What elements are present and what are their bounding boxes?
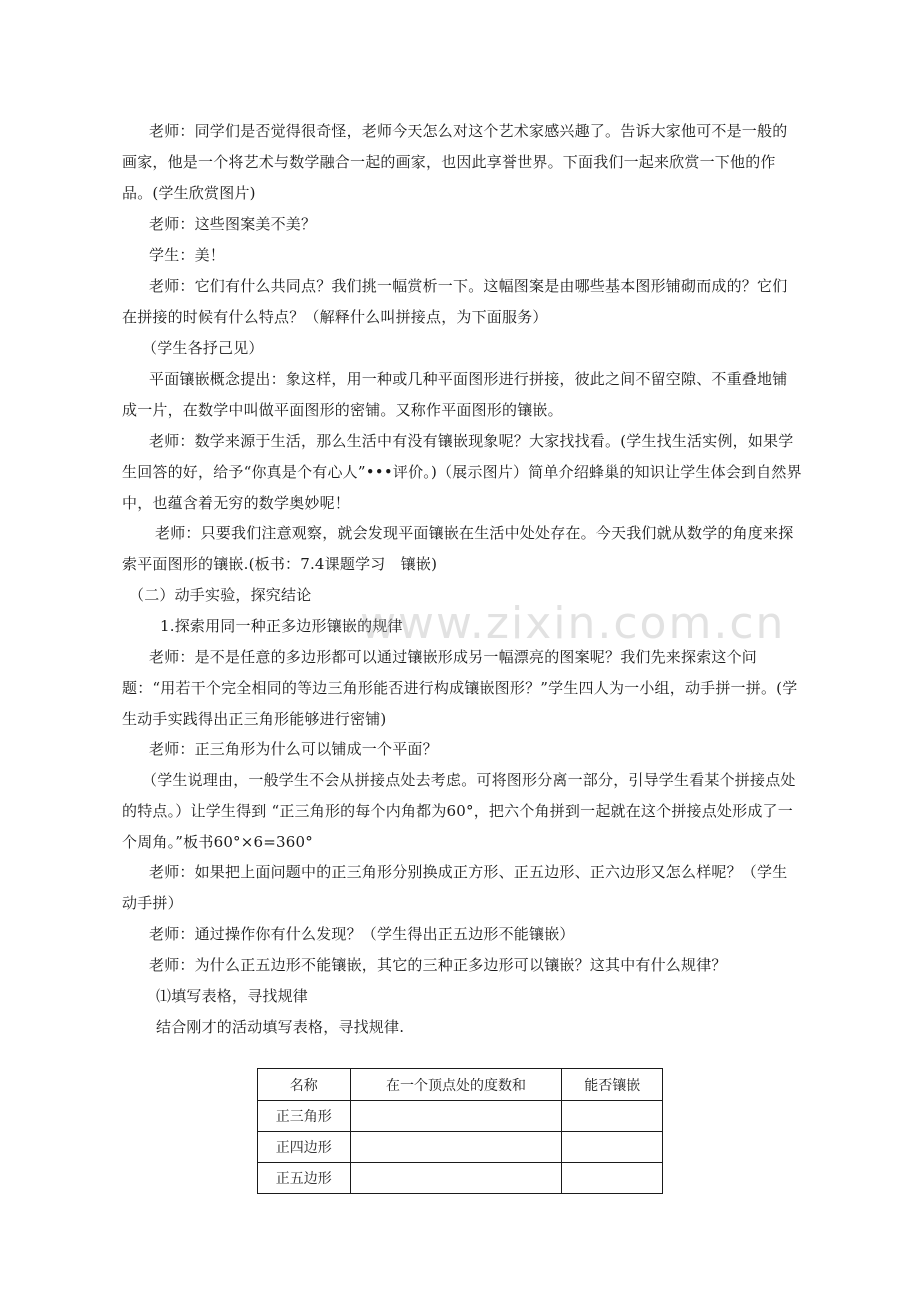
table-cell-can-tessellate [562,1163,663,1194]
table-cell-shape: 正三角形 [258,1101,351,1132]
paragraph-discovery: 老师：通过操作你有什么发现？（学生得出正五边形不能镶嵌） [149,925,575,943]
step-heading-fill-table: ⑴填写表格，寻找规律 [156,987,309,1005]
paragraph-question-beauty: 老师：这些图案美不美？ [149,215,317,233]
paragraph-intro-artist: 老师：同学们是否觉得很奇怪，老师今天怎么对这个艺术家感兴趣了。告诉大家他可不是一般的画家，他是一个将艺术与数学融合一起的画家，也因此享誉世界。下面我们一起来欣赏一下他的作品。(学生欣赏图片) [122,122,788,202]
table-cell-can-tessellate [562,1132,663,1163]
paragraph-student-answer: 学生：美！ [149,246,226,264]
watermark-text: www.zixin.com.cn [360,598,786,649]
table-cell-angle-sum [350,1163,562,1194]
table-row [258,1163,663,1194]
table-row [258,1101,663,1132]
section-heading-experiment: （二）动手实验，探究结论 [129,586,312,604]
tessellation-table [257,1068,663,1194]
paragraph-vertex-angles: （学生说理由，一般学生不会从拼接点处去考虑。可将图形分离一部分，引导学生看某个拼接点处的特点。）让学生得到 “正三角形的每个内角都为60°，把六个角拼到一起就在这个拼接点处形成了一个周角。”板书60°×6=360° [122,771,796,851]
table-cell-shape: 正五边形 [258,1163,351,1194]
paragraph-life-examples: 老师：数学来源于生活，那么生活中有没有镶嵌现象呢？大家找找看。(学生找生活实例，如果学生回答的好，给予“你真是个有心人”•••评价。)（展示图片）简单介绍蜂巢的知识让学生体会到自然界中，也蕴含着无穷的数学奥妙呢！ [122,432,802,512]
table-header-name: 名称 [258,1069,351,1101]
paragraph-common-features: 老师：它们有什么共同点？我们挑一幅赏析一下。这幅图案是由哪些基本图形铺砌而成的？它们在拼接的时候有什么特点？（解释什么叫拼接点，为下面服务） [122,277,788,326]
paragraph-tessellation-concept: 平面镶嵌概念提出：象这样，用一种或几种平面图形进行拼接，彼此之间不留空隙、不重叠地铺成一片，在数学中叫做平面图形的密铺。又称作平面图形的镶嵌。 [122,370,788,419]
table-header-can-tessellate: 能否镶嵌 [562,1069,663,1101]
table-cell-angle-sum [350,1101,562,1132]
table-cell-can-tessellate [562,1101,663,1132]
table-header-angle-sum: 在一个顶点处的度数和 [350,1069,562,1101]
table-header-row [258,1069,663,1101]
table-cell-shape: 正四边形 [258,1132,351,1163]
paragraph-lesson-topic: 老师：只要我们注意观察，就会发现平面镶嵌在生活中处处存在。今天我们就从数学的角度来探索平面图形的镶嵌.(板书：7.4课题学习 镶嵌) [122,524,794,573]
paragraph-triangle-why: 老师：正三角形为什么可以铺成一个平面？ [149,740,438,758]
paragraph-table-instruction: 结合刚才的活动填写表格，寻找规律. [156,1018,405,1036]
table-cell-angle-sum [350,1132,562,1163]
subsection-heading-regular-polygon: 1.探索用同一种正多边形镶嵌的规律 [160,617,403,635]
paragraph-triangle-question: 老师：是不是任意的多边形都可以通过镶嵌形成另一幅漂亮的图案呢？我们先来探索这个问题：“用若干个完全相同的等边三角形能否进行构成镶嵌图形？”学生四人为一小组，动手拼一拼。(学生动手实践得出正三角形能够进行密铺) [122,648,798,728]
paragraph-pentagon-why: 老师：为什么正五边形不能镶嵌，其它的三种正多边形可以镶嵌？这其中有什么规律？ [149,956,727,974]
table-row [258,1132,663,1163]
paragraph-other-polygons: 老师：如果把上面问题中的正三角形分别换成正方形、正五边形、正六边形又怎么样呢？（学生动手拼） [122,863,788,912]
paragraph-student-opinions: （学生各抒己见） [142,339,264,357]
